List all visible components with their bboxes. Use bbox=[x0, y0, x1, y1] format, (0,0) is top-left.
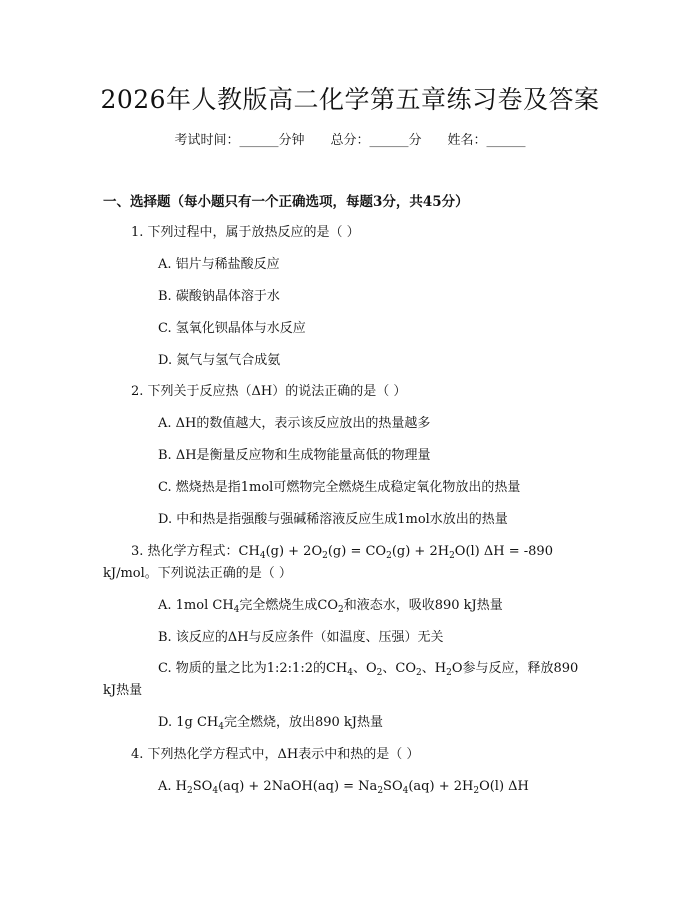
question-option: B. ΔH是衡量反应物和生成物能量高低的物理量 bbox=[158, 448, 431, 463]
question-option: A. 铝片与稀盐酸反应 bbox=[158, 257, 280, 272]
student-name-field: 姓名：______ bbox=[447, 133, 526, 148]
question-option: A. ΔH的数值越大，表示该反应放出的热量越多 bbox=[158, 416, 431, 431]
total-score-field: 总分：______分 bbox=[330, 133, 422, 148]
question-stem-continued: kJ/mol。下列说法正确的是（ ） bbox=[103, 566, 292, 581]
page-title: 2026年人教版高二化学第五章练习卷及答案 bbox=[100, 85, 600, 114]
question-stem: 4. 下列热化学方程式中，ΔH表示中和热的是（ ） bbox=[131, 747, 420, 762]
question-option: B. 碳酸钠晶体溶于水 bbox=[158, 289, 280, 304]
question-option: D. 中和热是指强酸与强碱稀溶液反应生成1mol水放出的热量 bbox=[158, 512, 508, 527]
question-option: C. 氢氧化钡晶体与水反应 bbox=[158, 321, 306, 336]
question-stem: 3. 热化学方程式：$CH_4(g) + 2O_2(g) = CO_2(g) + 2H_2O(l) \Delta H = -890$ bbox=[131, 544, 553, 561]
exam-time-field: 考试时间：______分钟 bbox=[174, 133, 305, 148]
question-option: D. 氮气与氢气合成氨 bbox=[158, 353, 281, 368]
question-stem: 1. 下列过程中，属于放热反应的是（ ） bbox=[131, 225, 360, 240]
question-stem: 2. 下列关于反应热（ΔH）的说法正确的是（ ） bbox=[131, 384, 407, 399]
question-option: A. $H_2SO_4(aq)$ + 2NaOH(aq) = $Na_2SO_4(aq) + 2H_2O(l)$ ΔH bbox=[158, 779, 529, 796]
question-option-continued: kJ热量 bbox=[103, 683, 143, 698]
section-heading: 一、选择题（每小题只有一个正确选项，每题3分，共45分） bbox=[103, 194, 469, 210]
exam-meta bbox=[0, 130, 700, 152]
question-option: C. 物质的量之比为1:2:1:2的$CH_4$、$O_2$、$CO_2$、$H_2O$参与反应，释放890 bbox=[158, 661, 579, 678]
question-option: C. 燃烧热是指1mol可燃物完全燃烧生成稳定氧化物放出的热量 bbox=[158, 480, 521, 495]
question-option: B. 该反应的ΔH与反应条件（如温度、压强）无关 bbox=[158, 630, 444, 645]
question-option: A. 1mol $CH_4$完全燃烧生成$CO_2$和液态水，吸收890 kJ热量 bbox=[158, 598, 503, 615]
question-option: D. 1g $CH_4$完全燃烧，放出890 kJ热量 bbox=[158, 715, 384, 732]
